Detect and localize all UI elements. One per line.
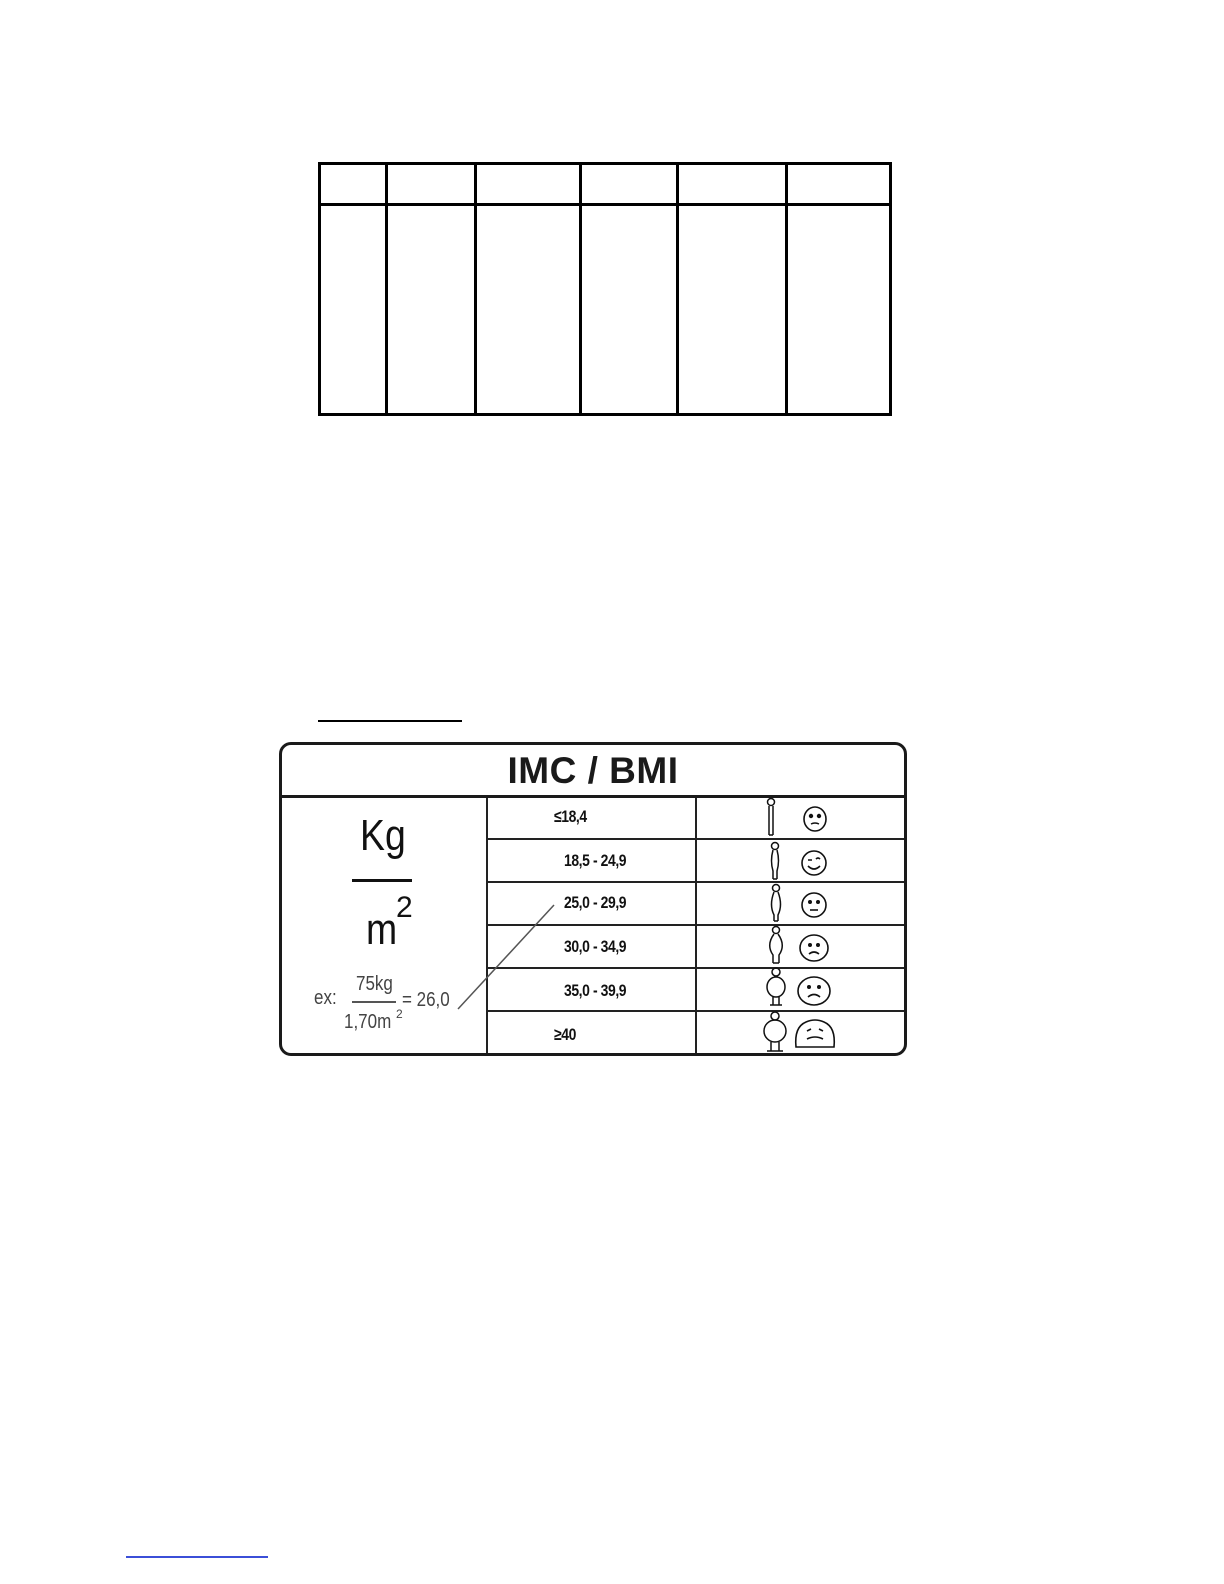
grid-column-divider: [474, 165, 477, 413]
range-label: ≤18,4: [554, 807, 587, 826]
unhappy-face-icon: [798, 933, 830, 963]
sad-face-icon: [796, 975, 832, 1007]
winking-face-icon: [800, 849, 828, 877]
grid-header-divider: [321, 203, 889, 206]
normal-figure-icon: [768, 841, 784, 883]
grid-column-divider: [385, 165, 388, 413]
bmi-title: IMC / BMI: [282, 745, 904, 798]
example-label: ex:: [314, 987, 337, 1009]
range-label: 25,0 - 29,9: [564, 893, 627, 912]
neutral-face-icon: [800, 891, 828, 919]
example-numerator: 75kg: [356, 973, 393, 995]
grid-column-divider: [676, 165, 679, 413]
worried-face-icon: [802, 805, 828, 833]
distressed-face-icon: [792, 1017, 838, 1053]
footnote-separator: [126, 1556, 268, 1558]
formula-exponent: 2: [396, 891, 413, 924]
example-result: = 26,0: [402, 989, 450, 1011]
range-label: 35,0 - 39,9: [564, 981, 627, 1000]
range-label: 18,5 - 24,9: [564, 851, 627, 870]
formula-denominator: m: [366, 905, 398, 954]
overweight-figure-icon: [768, 883, 786, 925]
formula-numerator: Kg: [360, 811, 406, 860]
empty-grid-table: [318, 162, 892, 416]
example-exponent: 2: [396, 1007, 403, 1021]
grid-column-divider: [579, 165, 582, 413]
obese-1-figure-icon: [766, 925, 788, 967]
example-denominator: 1,70m: [344, 1011, 392, 1033]
range-label: ≥40: [554, 1025, 576, 1044]
heading-underline: [318, 720, 462, 722]
obese-3-figure-icon: [762, 1011, 790, 1055]
obese-2-figure-icon: [764, 967, 790, 1009]
bmi-chart-panel: [279, 742, 907, 1056]
grid-column-divider: [785, 165, 788, 413]
range-label: 30,0 - 34,9: [564, 937, 627, 956]
underweight-figure-icon: [764, 797, 778, 839]
